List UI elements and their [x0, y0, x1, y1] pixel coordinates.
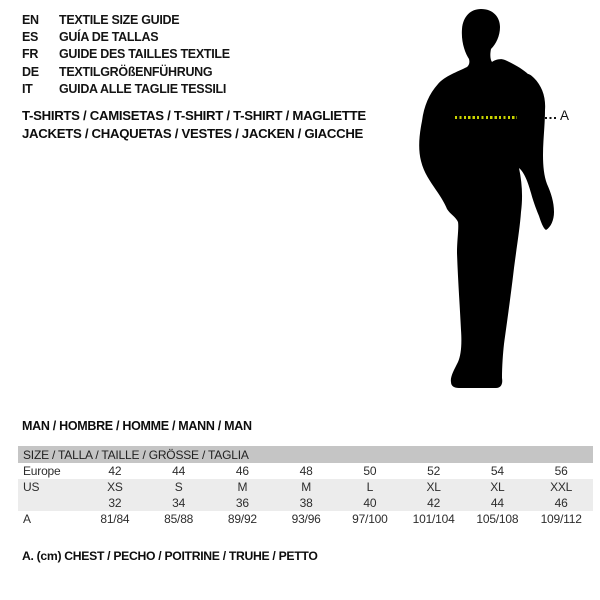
table-cell: 52 — [402, 463, 466, 479]
lang-code: EN — [22, 13, 39, 27]
table-cell: 42 — [83, 463, 147, 479]
table-cell: 89/92 — [211, 511, 275, 527]
lang-row-es — [22, 29, 230, 46]
table-cell: 40 — [338, 495, 402, 511]
table-cell: 105/108 — [466, 511, 530, 527]
lang-code: DE — [22, 64, 39, 79]
lang-row-en — [22, 12, 230, 29]
table-cell: 109/112 — [529, 511, 593, 527]
table-row-chest-a — [18, 511, 593, 527]
table-row-europe — [18, 463, 593, 479]
category-tshirts: T-SHIRTS / CAMISETAS / T-SHIRT / T-SHIRT / MAGLIETTE — [22, 108, 366, 123]
lang-row-de — [22, 64, 230, 81]
table-cell: XS — [83, 479, 147, 495]
table-cell: L — [338, 479, 402, 495]
row-label — [18, 495, 83, 511]
table-cell: 32 — [83, 495, 147, 511]
row-label: A — [18, 511, 83, 527]
section-title-man: MAN / HOMBRE / HOMME / MANN / MAN — [22, 419, 252, 433]
table-cell: 85/88 — [147, 511, 211, 527]
table-cell: 56 — [529, 463, 593, 479]
table-cell: 97/100 — [338, 511, 402, 527]
table-cell: 46 — [211, 463, 275, 479]
table-cell: 42 — [402, 495, 466, 511]
table-cell: 81/84 — [83, 511, 147, 527]
table-cell: S — [147, 479, 211, 495]
table-cell: 46 — [529, 495, 593, 511]
measure-label-a: A — [560, 108, 570, 123]
lang-code: IT — [22, 81, 33, 96]
lang-code: ES — [22, 30, 39, 45]
measurement-footnote: A. (cm) CHEST / PECHO / POITRINE / TRUHE / PETTO — [22, 549, 318, 563]
table-cell: 101/104 — [402, 511, 466, 527]
size-table — [18, 446, 593, 527]
table-cell: M — [211, 479, 275, 495]
chest-measure-leader — [545, 117, 557, 119]
lang-title: GUIDE DES TAILLES TEXTILE — [59, 47, 230, 62]
category-list — [22, 107, 366, 143]
table-cell: 48 — [274, 463, 338, 479]
table-cell: XXL — [529, 479, 593, 495]
table-cell: 44 — [147, 463, 211, 479]
table-cell: 34 — [147, 495, 211, 511]
table-cell: 44 — [466, 495, 530, 511]
table-cell: 54 — [466, 463, 530, 479]
category-jackets: JACKETS / CHAQUETAS / VESTES / JACKEN / GIACCHE — [22, 126, 364, 141]
row-label: Europe — [18, 463, 83, 479]
language-list — [22, 12, 230, 98]
table-header-row — [18, 446, 593, 463]
table-cell: XL — [466, 479, 530, 495]
lang-row-fr — [22, 46, 230, 63]
table-cell: XL — [402, 479, 466, 495]
table-cell: 36 — [211, 495, 275, 511]
man-silhouette-icon — [412, 5, 572, 395]
table-row-numeric — [18, 495, 593, 511]
lang-row-it — [22, 81, 230, 98]
chest-measure-line — [455, 116, 517, 119]
lang-title: GUIDA ALLE TAGLIE TESSILI — [59, 81, 227, 96]
table-row-us — [18, 479, 593, 495]
lang-title: TEXTILE SIZE GUIDE — [59, 13, 180, 27]
table-cell: 93/96 — [274, 511, 338, 527]
lang-title: TEXTILGRÖßENFÜHRUNG — [59, 64, 213, 79]
lang-title: GUÍA DE TALLAS — [59, 30, 159, 45]
table-cell: 38 — [274, 495, 338, 511]
table-header-label: SIZE / TALLA / TAILLE / GRÖSSE / TAGLIA — [18, 446, 593, 463]
row-label: US — [18, 479, 83, 495]
lang-code: FR — [22, 47, 39, 62]
table-cell: 50 — [338, 463, 402, 479]
man-figure — [412, 5, 572, 395]
table-cell: M — [274, 479, 338, 495]
